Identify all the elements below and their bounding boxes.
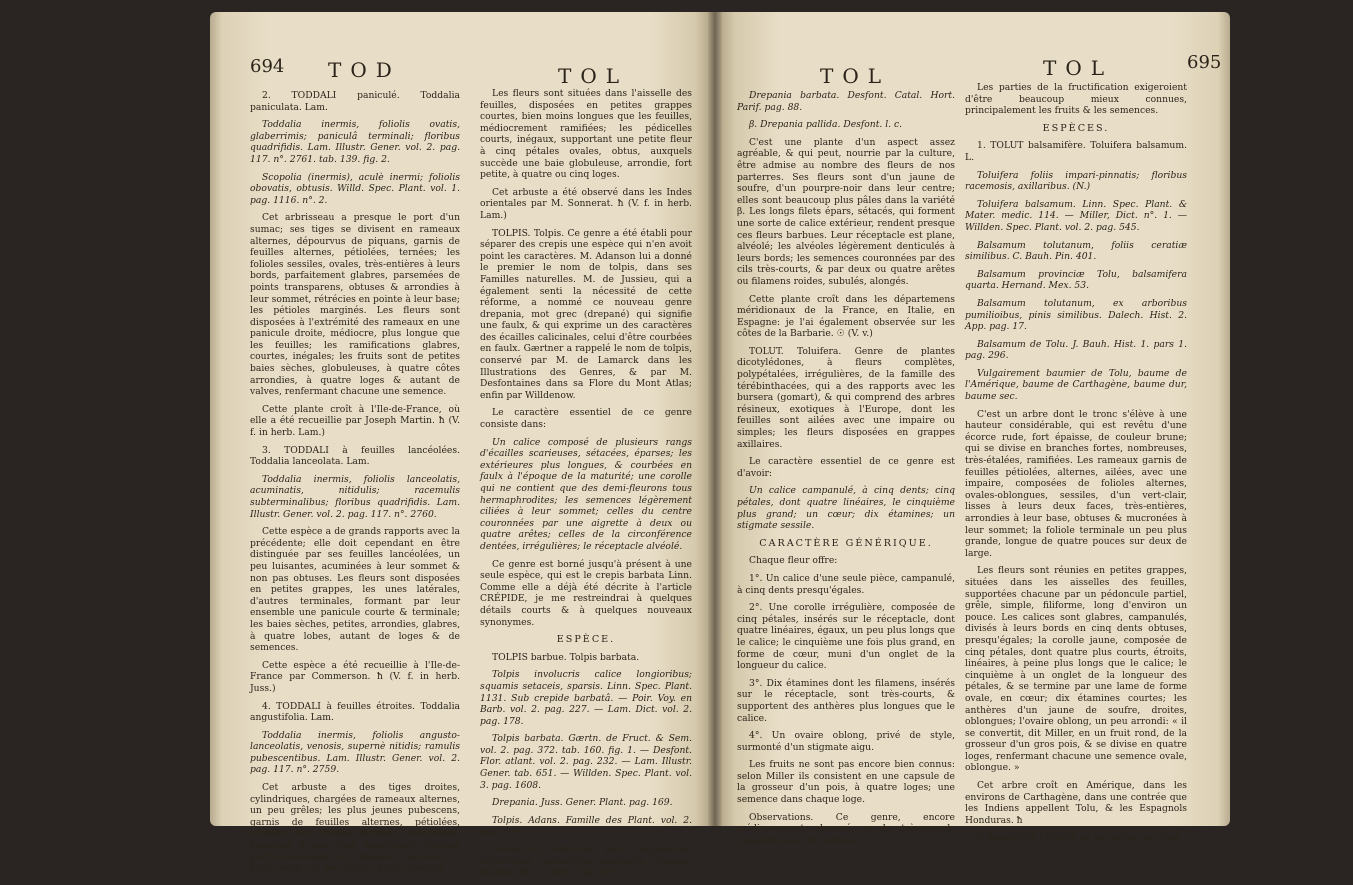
paragraph: Cet arbrisseau a presque le port d'un sumac; ses tiges se divisent en rameaux alternes, dépourvus de piquans, garnis de feuilles alternes, pétiolées, ternées; les folioles sessiles, ovales, très-entières à leurs bords, parfaitement glabres, parsemées de points transparens, obtuses & arrondies à leur sommet, rétrécies en pointe à leur base; les pétioles marginés. Les fleurs sont disposées à l'extrémité des rameaux en une panicule droite, médiocre, plus longue que les feuilles; les ramifications glabres, courtes, inégales; les fruits sont de petites baies sèches, globuleuses, à quatre côtes arrondies, à quatre loges & autant de valves, renfermant chacune une semence. bbox=[250, 212, 460, 398]
paragraph: Balsamum provinciæ Tolu, balsamifera quarta. Hernand. Mex. 53. bbox=[965, 268, 1187, 292]
paragraph: Hieracium calicibus fetis longissimis, disfantibus, patentibus obvallatis. Sauvag. Monsp. 85. — Hort. Cliff. 387. bbox=[480, 844, 692, 879]
paragraph: Observations. Ce genre, encore médiocrement observé, a de très-grands rapports avec les bursera. bbox=[737, 811, 955, 846]
book-gutter bbox=[708, 12, 722, 826]
paragraph: CARACTÈRE GÉNÉRIQUE. bbox=[759, 537, 933, 549]
paragraph: Un calice campanulé, à cinq dents; cinq pétales, dont quatre linéaires, le cinquième plus grand; un cœur; dix étamines; un stigmate sessile. bbox=[737, 485, 955, 532]
paragraph: Le caractère essentiel de ce genre consiste dans: bbox=[480, 407, 692, 431]
right-running-head: TOL bbox=[1043, 56, 1114, 80]
paragraph: 2°. Une corolle irrégulière, composée de cinq pétales, insérés sur le réceptacle, dont quatre linéaires, égaux, un peu plus longs que le calice; le cinquième une fois plus grand, en forme de cœur, muni d'un onglet de la longueur du calice. bbox=[737, 602, 955, 672]
paragraph: Cette espèce a de grands rapports avec la précédente; elle doit cependant en être distinguée par ses feuilles lancéolées, un peu luisantes, acuminées à leur sommet & non pas obtuses. Les fleurs sont disposées en petites grappes, les unes latérales, d'autres terminales, formant par leur ensemble une panicule courte & terminale; les baies sèches, petites, arrondies, glabres, à quatre lobes, autant de loges & de semences. bbox=[250, 526, 460, 654]
left-column-1 bbox=[250, 90, 460, 881]
paragraph: 1°. Un calice d'une seule pièce, campanulé, à cinq dents presqu'égales. bbox=[737, 572, 955, 596]
paragraph: Toluifera balsamum. Linn. Spec. Plant. & Mater. medic. 114. — Miller, Dict. n°. 1. — Willden. Spec. Plant. vol. 2. pag. 545. bbox=[965, 198, 1187, 233]
paragraph: Cet arbuste a été observé dans les Indes orientales par M. Sonnerat. ħ (V. f. in herb. Lam.) bbox=[480, 186, 692, 221]
paragraph: Balsamum de Tolu. J. Bauh. Hist. 1. pars 1. pag. 296. bbox=[965, 338, 1187, 362]
left-running-head-2: TOL bbox=[558, 64, 629, 88]
paragraph: Balsamum tolutanum, ex arboribus pumilioibus, pinis similibus. Dalech. Hist. 2. App. pag. 17. bbox=[965, 297, 1187, 333]
paragraph: β. Drepania pallida. Desfont. l. c. bbox=[749, 119, 903, 131]
paragraph: Balsamum tolutanum, foliis ceratiæ similibus. C. Bauh. Pin. 401. bbox=[965, 239, 1187, 263]
right-column-2 bbox=[965, 82, 1187, 850]
paragraph: 1. TOLUT balsamifère. Toluifera balsamum. L. bbox=[965, 140, 1187, 163]
paragraph: 3. TODDALI à feuilles lancéolées. Toddalia lanceolata. Lam. bbox=[250, 444, 460, 468]
paragraph: Tolpis involucris calice longioribus; squamis setaceis, sparsis. Linn. Spec. Plant. 1131. Sub crepide barbatâ. — Poir. Voy. en Barb. vol. 2. pag. 227. — Lam. Dict. vol. 2. pag. 178. bbox=[480, 669, 692, 727]
paragraph: Tolpis barbata. Gærtn. de Fruct. & Sem. vol. 2. pag. 372. tab. 160. fig. 1. — Desfont. Flor. atlant. vol. 2. pag. 232. — Lam. Illustr. Gener. tab. 651. — Willden. Spec. Plant. vol. 3. pag. 1608. bbox=[480, 733, 692, 791]
paragraph: TOLPIS barbue. Tolpis barbata. bbox=[492, 651, 640, 663]
paragraph: ESPÈCE. bbox=[556, 634, 616, 646]
right-page-number: 695 bbox=[1187, 52, 1222, 73]
paragraph: Drepania barbata. Desfont. Catal. Hort. Parif. pag. 88. bbox=[737, 90, 955, 113]
paragraph: C'est un arbre dont le tronc s'élève à une hauteur considérable, qui est revêtu d'une écorce rude, fort épaisse, de couleur brune; qui se divise en branches fortes, nombreuses, très-étalées, ramifiées. Les rameaux garnis de feuilles pétiolées, alternes, ailées, avec une impaire, composées de folioles alternes, ovales-oblongues, sessiles, d'un vert-clair, lisses à leurs deux faces, très-entières, arrondies à leur base, obtuses & mucronées à leur sommet; la foliole terminale un peu plus grande, longue de quatre pouces sur deux de large. bbox=[965, 408, 1187, 559]
paragraph: Les parties de la fructification exigeroient d'être beaucoup mieux connues, principalement les fruits & les semences. bbox=[965, 82, 1187, 117]
paragraph: Cet arbuste a des tiges droites, cylindriques, chargées de rameaux alternes, un peu grêles; les plus jeunes pubescens, garnis de feuilles alternes, pétiolées, ternées; les folioles étroites, lancéolées, luisantes à leur face supérieure, veinées particulièrement en dessous, entières à leurs bords, un peu aiguës à leur sommet. bbox=[250, 782, 460, 875]
paragraph: Toddalia inermis, foliolis lanceolatis, acuminatis, nitidulis; racemulis subterminalibus; floribus quadrifidis. Lam. Illustr. Gener. vol. 2. pag. 117. n°. 2760. bbox=[250, 473, 460, 520]
paragraph: Cette espèce a été recueillie à l'Ile-de-France par Commerson. ħ (V. f. in herb. Juss.) bbox=[250, 659, 460, 694]
paragraph: 2. TODDALI paniculé. Toddalia paniculata. Lam. bbox=[250, 90, 460, 113]
paragraph: Chaque fleur offre: bbox=[749, 555, 838, 567]
right-column-1 bbox=[737, 90, 955, 852]
paragraph: Toluifera foliis impari-pinnatis; floribus racemosis, axillaribus. (N.) bbox=[965, 169, 1187, 193]
paragraph: Toddalia inermis, foliolis ovatis, glaberrimis; paniculâ terminali; floribus quadrifidis. Lam. Illustr. Gener. vol. 2. pag. 117. n°. 2761. tab. 139. fig. 2. bbox=[250, 119, 460, 165]
paragraph: Le caractère essentiel de ce genre est d'avoir: bbox=[737, 456, 955, 479]
right-running-head-2: TOL bbox=[820, 64, 891, 88]
paragraph: TOLPIS. Tolpis. Ce genre a été établi pour séparer des crepis une espèce qui n'en avoit point les caractères. M. Adanson lui a donné le premier le nom de tolpis, dans ses Familles naturelles. M. de Jussieu, qui a également senti la nécessité de cette réforme, a nommé ce nouveau genre drepania, mot grec (drepané) qui signifie une faulx, & qui exprime un des caractères des écailles calicinales, celui d'être courbées en faulx. Gærtner a rappelé le nom de tolpis, conservé par M. de Lamarck dans les Illustrations des Genres, & par M. Desfontaines dans sa Flore du Mont Atlas; enfin par Willdenow. bbox=[480, 227, 692, 401]
paragraph: Toddalia inermis, foliolis angusto-lanceolatis, venosis, supernè nitidis; ramulis pubescentibus. Lam. Illustr. Gener. vol. 2. pag. 117. n°. 2759. bbox=[250, 729, 460, 776]
paragraph: Vulgairement baumier de Tolu, baume de l'Amérique, baume de Carthagène, baume dur, baume sec. bbox=[965, 367, 1187, 403]
open-book bbox=[210, 12, 1230, 879]
paragraph: 3°. Dix étamines dont les filamens, insérés sur le réceptacle, sont très-courts, & supportent des anthères plus longues que le calice. bbox=[737, 677, 955, 724]
paragraph: 4°. Un ovaire oblong, privé de style, surmonté d'un stigmate aigu. bbox=[737, 730, 955, 753]
paragraph: C'est une plante d'un aspect assez agréable, & qui peut, nourrie par la culture, être admise au nombre des fleurs de nos parterres. Ses fleurs sont d'un jaune de soufre, d'un pourpre-noir dans leur centre; elles sont beaucoup plus pâles dans la variété β. Les longs filets épars, sétacés, qui forment une sorte de calice extérieur, rendent presque ces fleurs barbues. Leur réceptacle est plane, alvéolé; les alvéoles légèrement denticulés à leurs bords; les semences couronnées par des cils très-courts, & par deux ou quatre arêtes ou filamens roides, subulés, alongés. bbox=[737, 136, 955, 287]
paragraph: Un calice composé de plusieurs rangs d'écailles scarieuses, sétacées, éparses; les extérieures plus longues, & courbées en faulx à l'époque de la maturité; une corolle qui ne contient que des demi-fleurons tous hermaphrodites; les semences légèrement ciliées à leur sommet; celles du centre couronnées par une aigrette à deux ou quatre arêtes; celles de la circonférence dentées, irrégulières; le réceptacle alvéolé. bbox=[480, 436, 692, 552]
left-page bbox=[210, 12, 715, 879]
paragraph: Les fleurs sont situées dans l'aisselle des feuilles, disposées en petites grappes courtes, bien moins longues que les feuilles, médiocrement ramifiées; les pédicelles courts, inégaux, supportant une petite fleur à cinq pétales ovales, obtus, auxquels succède une baie globuleuse, arrondie, fort petite, à quatre ou cinq loges. bbox=[480, 88, 692, 181]
paragraph: Ce genre est borné jusqu'à présent à une seule espèce, qui est le crepis barbata Linn. Comme elle a déjà été décrite à l'article CRÉPIDE, je me restreindrai à quelques détails courts & à quelques nouveaux synonymes. bbox=[480, 558, 692, 628]
paragraph: Il découle de l'écorce de cet arbre, par inci- bbox=[977, 832, 1181, 844]
paragraph: Scopolia (inermis), aculè inermi; foliolis obovatis, obtusis. Willd. Spec. Plant. vol. 1. pag. 1116. n°. 2. bbox=[250, 171, 460, 206]
paragraph: Cet arbre croît en Amérique, dans les environs de Carthagène, dans une contrée que les Indiens appellent Tolu, & les Espagnols Honduras. ħ bbox=[965, 780, 1187, 826]
left-page-number: 694 bbox=[250, 56, 285, 77]
right-page bbox=[715, 12, 1230, 846]
paragraph: Drepania. Juss. Gener. Plant. pag. 169. bbox=[492, 797, 673, 809]
paragraph: Les fleurs sont réunies en petites grappes, situées dans les aisselles des feuilles, supportées chacune par un pédoncule partiel, grêle, simple, filiforme, long d'environ un pouce. Les calices sont glabres, campanulés, divisés à leurs bords en cinq dents obtuses, presqu'égales; la corolle jaune, composée de cinq pétales, dont quatre plus courts, étroits, linéaires, à peine plus longs que le calice; le cinquième à un onglet de la longueur des pétales, & se termine par une lame de forme ovale, en cœur; dix étamines courtes; les anthères d'un jaune de soufre, droites, oblongues; l'ovaire oblong, un peu arrondi: « il se convertit, dit Miller, en un fruit rond, de la grosseur d'un gros pois, & se divise en quatre loges, renfermant chacune une semence ovale, oblongue. » bbox=[965, 565, 1187, 774]
paragraph: Cette plante croît dans les départemens méridionaux de la France, en Italie, en Espagne: je l'ai également observée sur les côtes de la Barbarie. ☉ (V. v.) bbox=[737, 293, 955, 340]
left-column-2 bbox=[480, 88, 692, 885]
paragraph: Les fruits ne sont pas encore bien connus: selon Miller ils consistent en une capsule de la grosseur d'un pois, à quatre loges; une semence dans chaque loge. bbox=[737, 759, 955, 806]
left-running-head: TOD bbox=[328, 58, 401, 82]
paragraph: TOLUT. Toluifera. Genre de plantes dicotylédones, à fleurs complètes, polypétalées, irrégulières, de la famille des térébinthacées, qui a des rapports avec les bursera (gomart), & qui comprend des arbres résineux, exotiques à l'Europe, dont les feuilles sont ailées avec une impaire ou simples; les fleurs disposées en grappes axillaires. bbox=[737, 345, 955, 450]
paragraph: 4. TODDALI à feuilles étroites. Toddalia angustifolia. Lam. bbox=[250, 700, 460, 724]
paragraph: Cette plante croît à l'Ile-de-France, où elle a été recueillie par Joseph Martin. ħ (V. f. in herb. Lam.) bbox=[250, 403, 460, 439]
paragraph: Tolpis. Adans. Famille des Plant. vol. 2. pag. 169. bbox=[480, 814, 692, 838]
paragraph: ESPÈCES. bbox=[1042, 122, 1110, 134]
